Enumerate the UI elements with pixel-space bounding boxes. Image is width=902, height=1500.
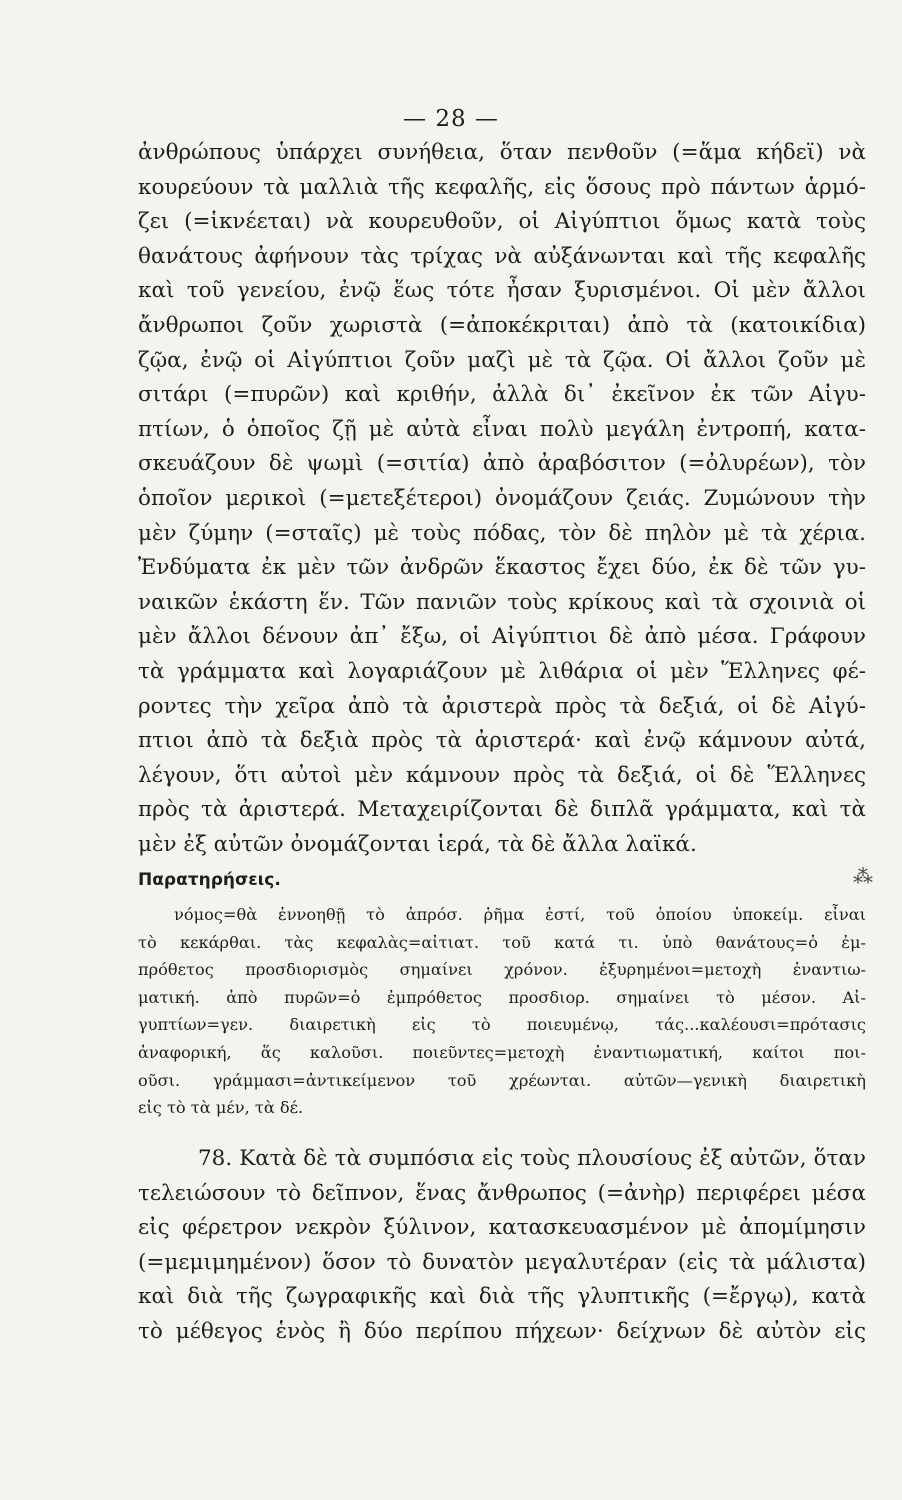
text-line: σκευάζουν δὲ ψωμὶ (=σιτία) ἀπὸ ἀραβόσιτον (=ὀλυρέων), τὸν — [138, 451, 866, 477]
note-line: πρόθετος προσδιορισμὸς σημαίνει χρόνον. ἐξυρημένοι=μετοχὴ ἐναντιω- — [138, 960, 866, 980]
note-line: νόμος=θὰ ἐννοηθῇ τὸ ἀπρόσ. ῥῆμα ἐστί, τοῦ ὁποίου ὑποκείμ. εἶναι — [174, 905, 866, 924]
text-line: καὶ τοῦ γενείου, ἐνῷ ἕως τότε ἦσαν ξυρισμένοι. Οἱ μὲν ἄλλοι — [138, 278, 866, 304]
note-line: οῦσι. γράμμασι=ἀντικείμενον τοῦ χρέωνται. αὐτῶν—γενικὴ διαιρετικὴ — [138, 1070, 866, 1090]
ink-mark-icon: ⁂ — [853, 864, 873, 888]
text-line: ναικῶν ἑκάστη ἕν. Τῶν πανιῶν τοὺς κρίκους καὶ τὰ σχοινιὰ οἱ — [138, 589, 866, 615]
paragraph-78 — [138, 1142, 866, 1350]
text-line: ροντες τὴν χεῖρα ἀπὸ τὰ ἀριστερὰ πρὸς τὰ δεξιά, οἱ δὲ Αἰγύ- — [138, 693, 866, 719]
text-line: σιτάρι (=πυρῶν) καὶ κριθήν, ἀλλὰ δι᾽ ἐκεῖνον ἐκ τῶν Αἰγυ- — [138, 382, 866, 408]
text-line: ἄνθρωποι ζοῦν χωριστὰ (=ἀποκέκριται) ἀπὸ τὰ (κατοικίδια) — [138, 312, 866, 338]
text-line: ζει (=ἱκνέεται) νὰ κουρευθοῦν, οἱ Αἰγύπτιοι ὅμως κατὰ τοὺς — [138, 209, 866, 235]
notes-block — [138, 901, 866, 1122]
text-line: μὲν ἄλλοι δένουν ἀπ᾽ ἔξω, οἱ Αἰγύπτιοι δὲ ἀπὸ μέσα. Γράφουν — [138, 624, 866, 650]
note-line: εἰς τὸ τὰ μέν, τὰ δέ. — [138, 1098, 304, 1118]
text-line: κουρεύουν τὰ μαλλιὰ τῆς κεφαλῆς, εἰς ὅσους πρὸ πάντων ἁρμό- — [138, 174, 866, 200]
note-line: τὸ κεκάρθαι. τὰς κεφαλὰς=αἰτιατ. τοῦ κατά τι. ὑπὸ θανάτους=ὁ ἐμ- — [138, 932, 866, 952]
text-line: τὸ μέθεγος ἑνὸς ἢ δύο περίπου πήχεων· δείχνων δὲ αὐτὸν εἰς — [138, 1318, 866, 1344]
text-line: Ἐνδύματα ἐκ μὲν τῶν ἀνδρῶν ἕκαστος ἔχει δύο, ἐκ δὲ τῶν γυ- — [138, 555, 866, 581]
note-line: γυπτίων=γεν. διαιρετικὴ εἰς τὸ ποιευμένῳ, τάς...καλέουσι=πρότασις — [138, 1015, 866, 1035]
text-line: πτιοι ἀπὸ τὰ δεξιὰ πρὸς τὰ ἀριστερά· καὶ ἐνῷ κάμνουν αὐτά, — [138, 728, 866, 754]
text-line: 78. Κατὰ δὲ τὰ συμπόσια εἰς τοὺς πλουσίους ἐξ αὐτῶν, ὅταν — [198, 1146, 866, 1171]
note-line: ματική. ἀπὸ πυρῶν=ὁ ἐμπρόθετος προσδιορ. σημαίνει τὸ μέσον. Αἰ- — [138, 987, 866, 1007]
paragraph-continuation — [138, 136, 866, 862]
text-line: ζῷα, ἐνῷ οἱ Αἰγύπτιοι ζοῦν μαζὶ μὲ τὰ ζῷα. Οἱ ἄλλοι ζοῦν μὲ — [138, 347, 866, 373]
text-line: ὁποῖον μερικοὶ (=μετεξέτεροι) ὀνομάζουν ζειάς. Ζυμώνουν τὴν — [138, 485, 866, 511]
text-line: μὲν ζύμην (=σταῖς) μὲ τοὺς πόδας, τὸν δὲ πηλὸν μὲ τὰ χέρια. — [138, 520, 866, 546]
text-line: θανάτους ἀφήνουν τὰς τρίχας νὰ αὐξάνωνται καὶ τῆς κεφαλῆς — [138, 243, 866, 269]
text-line: λέγουν, ὅτι αὐτοὶ μὲν κάμνουν πρὸς τὰ δεξιά, οἱ δὲ Ἕλληνες — [138, 762, 866, 788]
text-line: (=μεμιμημένον) ὅσον τὸ δυνατὸν μεγαλυτέραν (εἰς τὰ μάλιστα) — [138, 1249, 866, 1275]
text-line: τὰ γράμματα καὶ λογαριάζουν μὲ λιθάρια οἱ μὲν Ἕλληνες φέ- — [138, 658, 866, 684]
text-line: καὶ διὰ τῆς ζωγραφικῆς καὶ διὰ τῆς γλυπτικῆς (=ἔργῳ), κατὰ — [138, 1284, 866, 1310]
text-line: μὲν ἐξ αὐτῶν ὀνομάζονται ἱερά, τὰ δὲ ἄλλα λαϊκά. — [138, 831, 697, 857]
note-line: ἀναφορική, ἅς καλοῦσι. ποιεῦντες=μετοχὴ ἐναντιωματική, καίτοι ποι- — [138, 1042, 866, 1062]
notes-heading: Παρατηρήσεις. — [138, 870, 281, 890]
text-line: ἀνθρώπους ὑπάρχει συνήθεια, ὅταν πενθοῦν (=ἅμα κήδεϊ) νὰ — [138, 140, 866, 165]
text-line: πρὸς τὰ ἀριστερά. Μεταχειρίζονται δὲ διπλᾶ γράμματα, καὶ τὰ — [138, 797, 866, 823]
text-line: τελειώσουν τὸ δεῖπνον, ἕνας ἄνθρωπος (=ἀνὴρ) περιφέρει μέσα — [138, 1180, 866, 1206]
text-line: πτίων, ὁ ὁποῖος ζῇ μὲ αὐτὰ εἶναι πολὺ μεγάλη ἐντροπή, κατα- — [138, 416, 866, 442]
page-number: — 28 — — [403, 106, 499, 132]
text-line: εἰς φέρετρον νεκρὸν ξύλινον, κατασκευασμένον μὲ ἀπομίμησιν — [138, 1215, 866, 1241]
